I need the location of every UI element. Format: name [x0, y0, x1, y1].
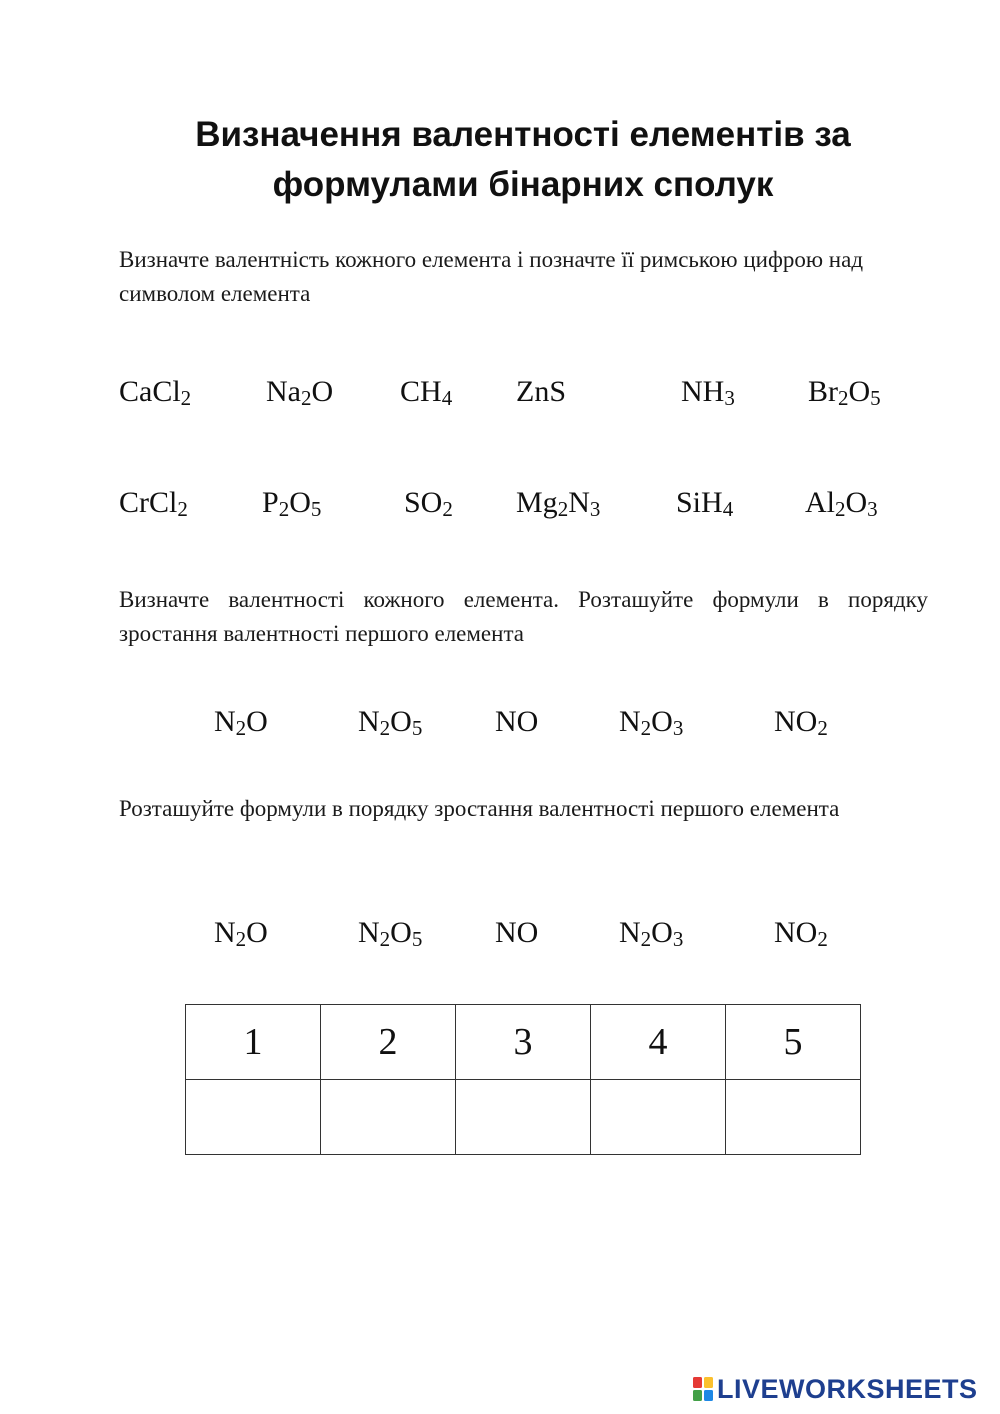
formula-symbol: N — [619, 705, 641, 738]
formula-subscript: 2 — [838, 386, 849, 410]
answer-table-input-row — [186, 1080, 861, 1155]
formula-symbol: O — [845, 486, 868, 519]
formula-symbol: O — [848, 375, 871, 408]
formula — [676, 483, 733, 523]
formula-symbol: N — [214, 916, 236, 949]
formula-symbol: O — [390, 705, 412, 738]
formula-symbol: SiH — [676, 486, 723, 519]
formula — [805, 483, 878, 523]
formula-symbol: O — [246, 705, 268, 738]
answer-table-header-cell: 3 — [456, 1005, 591, 1080]
formula — [358, 702, 422, 742]
formula — [516, 372, 566, 412]
answer-table-header-cell: 1 — [186, 1005, 321, 1080]
formula-symbol: CH — [400, 375, 442, 408]
formula-subscript: 2 — [817, 716, 828, 740]
formula-symbol: N — [214, 705, 236, 738]
formula-symbol: CrCl — [119, 486, 178, 519]
formula-symbol: N — [619, 916, 641, 949]
live-blocks-icon — [693, 1377, 713, 1401]
formula-subscript: 2 — [235, 927, 247, 951]
formula — [119, 483, 188, 523]
logo-block — [693, 1390, 702, 1401]
formula-subscript: 3 — [867, 497, 878, 521]
formula-symbol: O — [651, 705, 673, 738]
formula-symbol: SO — [404, 486, 443, 519]
formula — [774, 702, 828, 742]
answer-table-header-row — [186, 1005, 861, 1080]
formula — [619, 913, 683, 953]
formula-symbol: NO — [495, 705, 539, 738]
formula-symbol: ZnS — [516, 375, 567, 408]
formula — [774, 913, 828, 953]
formula-subscript: 4 — [722, 497, 734, 521]
formula-subscript: 5 — [411, 716, 423, 740]
formula-symbol: Al — [805, 486, 835, 519]
liveworksheets-logo[interactable] — [693, 1372, 978, 1406]
formula-symbol: O — [246, 916, 268, 949]
formula-subscript: 2 — [177, 497, 188, 521]
formula-symbol: CaCl — [119, 375, 181, 408]
formula — [516, 483, 600, 523]
formula-subscript: 3 — [672, 927, 684, 951]
formula-symbol: P — [262, 486, 279, 519]
formula — [214, 702, 268, 742]
formula-subscript: 2 — [557, 497, 569, 521]
formula-symbol: NO — [774, 705, 818, 738]
formula-subscript: 2 — [640, 927, 652, 951]
logo-block — [704, 1377, 713, 1388]
formula-subscript: 4 — [441, 386, 453, 410]
formula-subscript: 2 — [235, 716, 247, 740]
formula-subscript: 2 — [379, 716, 391, 740]
formula-subscript: 3 — [672, 716, 684, 740]
formula-symbol: Mg — [516, 486, 558, 519]
formula-subscript: 5 — [411, 927, 423, 951]
formula-subscript: 2 — [180, 386, 192, 410]
answer-table-header-cell: 2 — [321, 1005, 456, 1080]
formula-subscript: 2 — [835, 497, 846, 521]
task3-instruction: Розташуйте формули в порядку зростання валентності першого елемента — [119, 796, 840, 821]
page-title-line-1: Визначення валентності елементів за — [195, 115, 851, 154]
formula-subscript: 3 — [724, 386, 735, 410]
formula — [808, 372, 881, 412]
answer-input-cell-4[interactable] — [591, 1080, 726, 1155]
formula-symbol: NO — [774, 916, 818, 949]
formula — [681, 372, 735, 412]
task1-instruction: Визначте валентність кожного елемента і позначте її римською цифрою над символом елемента — [119, 247, 864, 306]
formula-symbol: N — [358, 705, 380, 738]
formula-symbol: O — [651, 916, 673, 949]
page-title-line-2: формулами бінарних сполук — [272, 165, 774, 204]
answer-input-cell-2[interactable] — [321, 1080, 456, 1155]
answer-input-cell-3[interactable] — [456, 1080, 591, 1155]
formula-subscript: 5 — [870, 386, 881, 410]
formula-symbol: O — [390, 916, 412, 949]
answer-input-cell-5[interactable] — [726, 1080, 861, 1155]
formula-symbol: O — [289, 486, 311, 519]
formula-subscript: 2 — [442, 497, 453, 521]
formula-subscript: 3 — [589, 497, 601, 521]
answer-input-cell-1[interactable] — [186, 1080, 321, 1155]
task2-instruction: Визначте валентності кожного елемента. Розташуйте формули в порядку зростання валентності першого елемента — [119, 587, 928, 646]
answer-table-header-cell: 5 — [726, 1005, 861, 1080]
formula-symbol: NO — [495, 916, 539, 949]
formula-subscript: 2 — [817, 927, 828, 951]
page-title — [100, 110, 946, 210]
formula-subscript: 2 — [379, 927, 391, 951]
logo-block — [693, 1377, 702, 1388]
formula-subscript: 2 — [300, 386, 312, 410]
formula — [400, 372, 452, 412]
formula-symbol: NH — [681, 375, 725, 408]
formula-symbol: Na — [266, 375, 301, 408]
formula — [262, 483, 321, 523]
formula — [119, 372, 191, 412]
formula — [266, 372, 333, 412]
formula-symbol: N — [358, 916, 380, 949]
answer-table-header-cell: 4 — [591, 1005, 726, 1080]
formula-subscript: 2 — [640, 716, 652, 740]
formula-subscript: 2 — [278, 497, 290, 521]
formula-symbol: Br — [808, 375, 838, 408]
formula-symbol: O — [311, 375, 334, 408]
formula — [495, 913, 538, 953]
formula-subscript: 5 — [310, 497, 322, 521]
brand-name: LIVEWORKSHEETS — [717, 1373, 978, 1404]
answer-table — [185, 1004, 861, 1155]
formula — [404, 483, 453, 523]
formula — [619, 702, 683, 742]
formula — [495, 702, 538, 742]
formula — [358, 913, 422, 953]
formula — [214, 913, 268, 953]
formula-symbol: N — [568, 486, 590, 519]
logo-block — [704, 1390, 713, 1401]
